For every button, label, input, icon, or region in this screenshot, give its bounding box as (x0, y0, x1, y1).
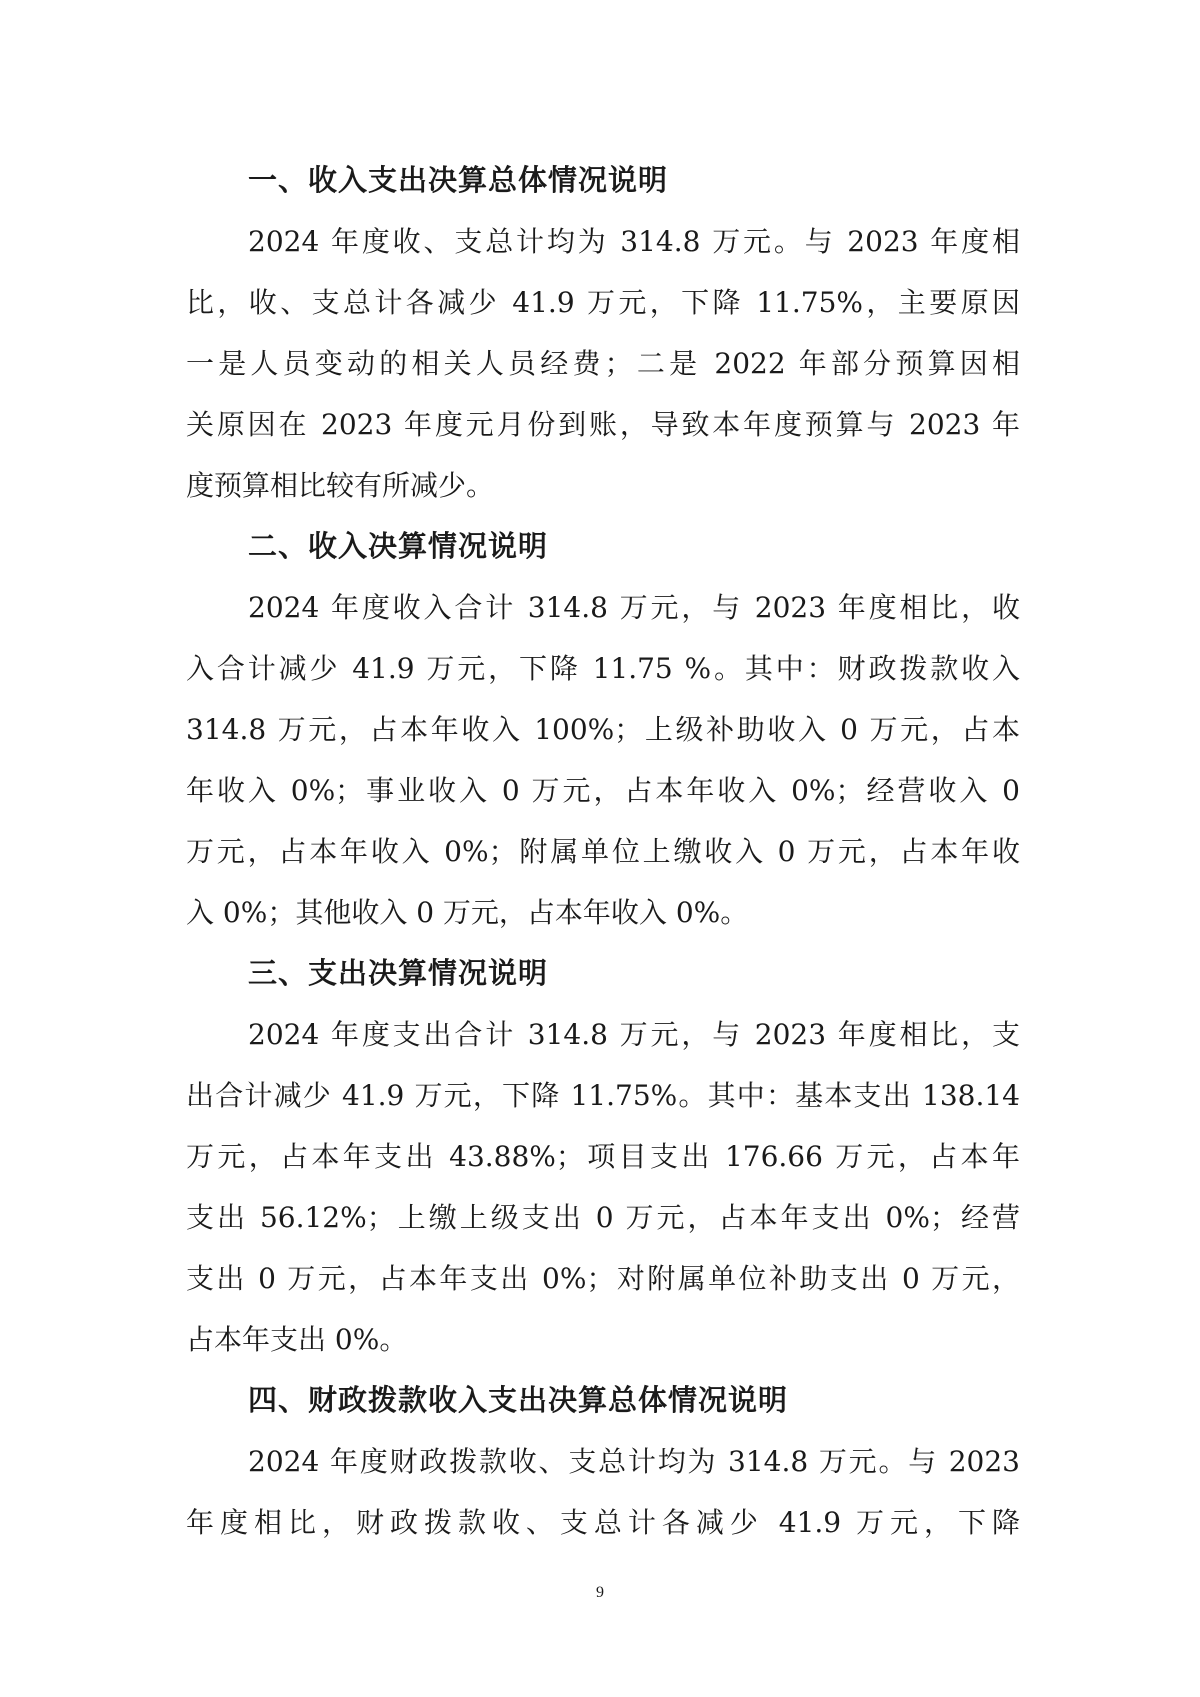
paragraph-line: 占本年支出 0%。 (186, 1323, 408, 1356)
paragraph-line: 2024 年度收、支总计均为 314.8 万元。与 2023 年度相 (248, 225, 1020, 258)
document-body (186, 150, 1020, 1553)
paragraph-line: 年收入 0%；事业收入 0 万元，占本年收入 0%；经营收入 0 (186, 774, 1020, 807)
section-heading-2: 二、收入决算情况说明 (248, 529, 549, 563)
paragraph-line: 入 0%；其他收入 0 万元，占本年收入 0%。 (186, 896, 749, 929)
paragraph-line: 2024 年度财政拨款收、支总计均为 314.8 万元。与 2023 (248, 1445, 1020, 1478)
section-paragraph-4 (186, 1431, 1020, 1553)
paragraph-line: 比，收、支总计各减少 41.9 万元，下降 11.75%，主要原因 (186, 286, 1020, 319)
page-number: 9 (596, 1584, 604, 1601)
paragraph-line: 2024 年度支出合计 314.8 万元，与 2023 年度相比，支 (248, 1018, 1020, 1051)
paragraph-line: 年度相比，财政拨款收、支总计各减少 41.9 万元，下降 (186, 1506, 1020, 1539)
paragraph-line: 支出 0 万元，占本年支出 0%；对附属单位补助支出 0 万元， (186, 1262, 1020, 1295)
section-heading-1: 一、收入支出决算总体情况说明 (248, 163, 669, 197)
paragraph-line: 万元，占本年收入 0%；附属单位上缴收入 0 万元，占本年收 (186, 835, 1020, 868)
paragraph-line: 一是人员变动的相关人员经费；二是 2022 年部分预算因相 (186, 347, 1020, 380)
section-paragraph-3 (186, 1004, 1020, 1370)
paragraph-line: 万元，占本年支出 43.88%；项目支出 176.66 万元，占本年 (186, 1140, 1020, 1173)
paragraph-line: 314.8 万元，占本年收入 100%；上级补助收入 0 万元，占本 (186, 713, 1020, 746)
section-paragraph-1 (186, 211, 1020, 516)
section-heading-3: 三、支出决算情况说明 (248, 956, 549, 990)
section-heading-4: 四、财政拨款收入支出决算总体情况说明 (248, 1383, 789, 1417)
section-paragraph-2 (186, 577, 1020, 943)
paragraph-line: 出合计减少 41.9 万元，下降 11.75%。其中：基本支出 138.14 (186, 1079, 1020, 1112)
paragraph-line: 入合计减少 41.9 万元，下降 11.75 %。其中：财政拨款收入 (186, 652, 1020, 685)
paragraph-line: 2024 年度收入合计 314.8 万元，与 2023 年度相比，收 (248, 591, 1020, 624)
paragraph-line: 支出 56.12%；上缴上级支出 0 万元，占本年支出 0%；经营 (186, 1201, 1020, 1234)
paragraph-line: 度预算相比较有所减少。 (186, 469, 495, 502)
paragraph-line: 关原因在 2023 年度元月份到账，导致本年度预算与 2023 年 (186, 408, 1020, 441)
